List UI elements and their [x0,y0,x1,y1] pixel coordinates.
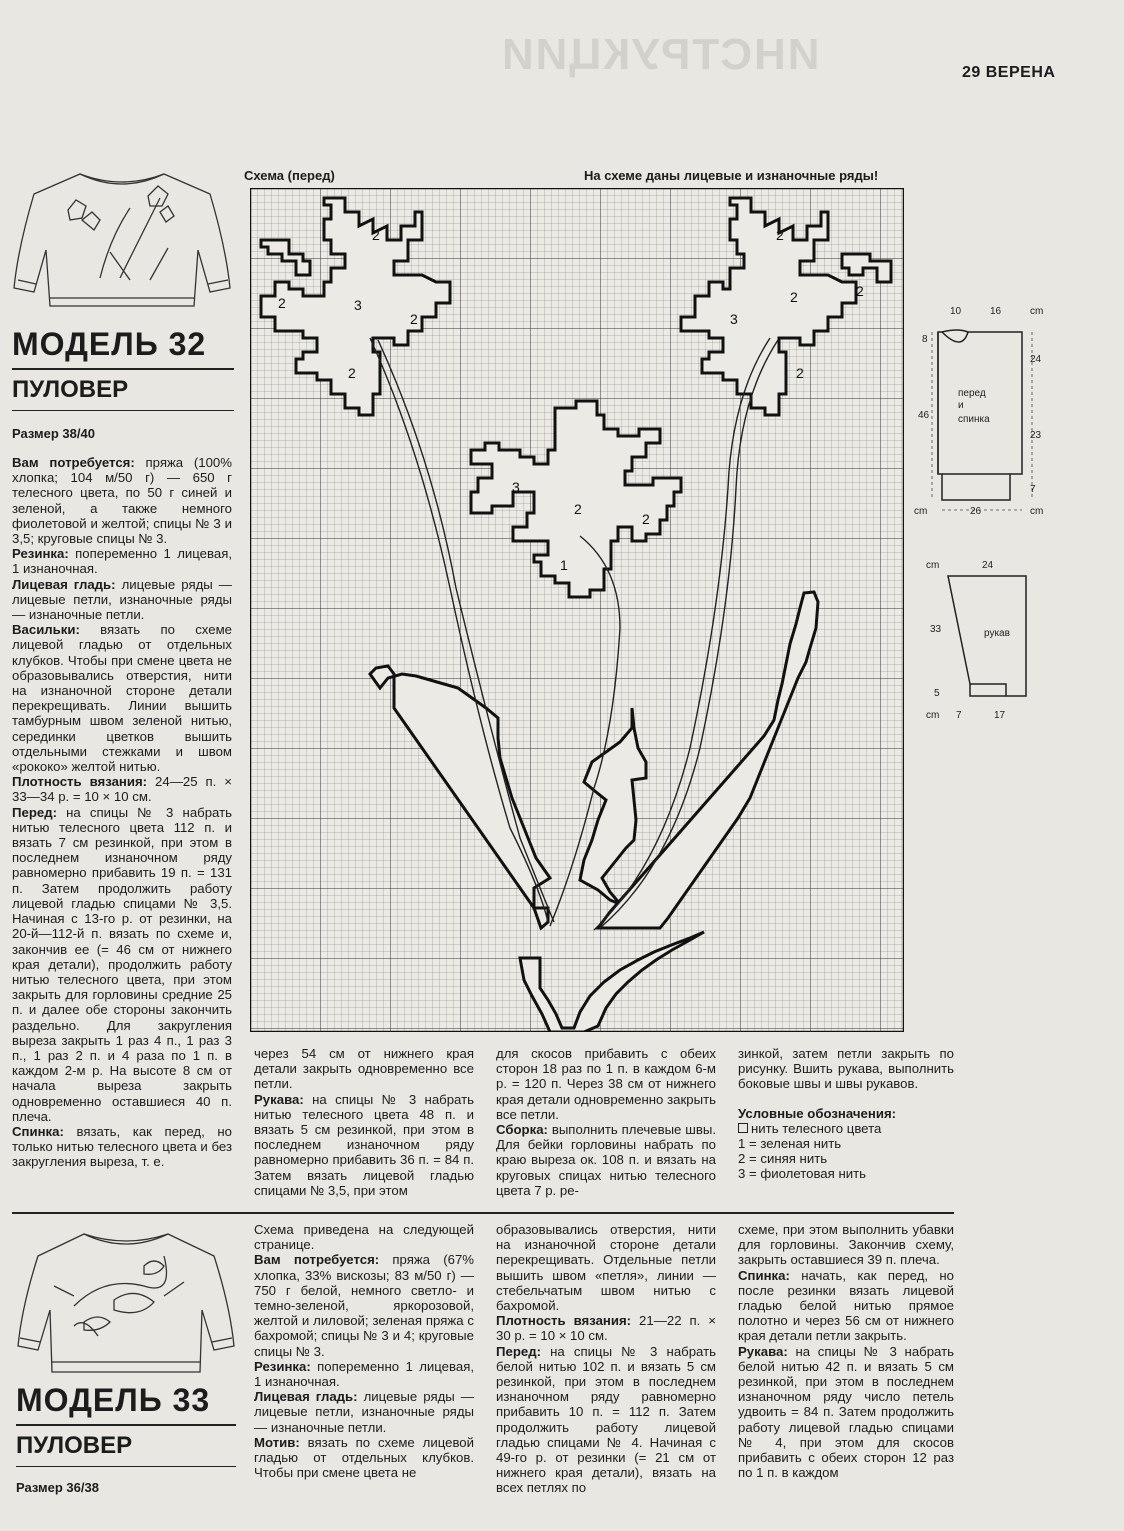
label-stockinette: Лицевая гладь: [12,576,116,592]
dim-26: 26 [970,506,982,517]
legend-item-0: нить телесного цвета [738,1121,954,1136]
dim-23: 23 [1030,430,1042,441]
model-33-size: Размер 36/38 [16,1480,99,1495]
empty-square-icon [738,1123,748,1133]
ghost-header-text: ИНСТРУКЦИИ [500,30,820,79]
text-materials: пряжа (100% хлопка; 104 м/50 г) — 650 г телесного цвета, по 50 г синей и зеленой, а также немного фиолетовой и желтой; спицы № 3 и 3,5; круговые спицы № 3. [12,455,232,547]
label-back: спинка [958,414,990,425]
paragraph-front [12,805,232,1124]
label-back: Спинка: [12,1123,64,1139]
paragraph-rib [12,546,232,576]
paragraph-33-stockinette: Лицевая гладь: лицевые ряды — лицевые петли, изнаночные ряды — изнаночные петли. [254,1389,474,1435]
chart-color-number: 1 [560,557,568,573]
label-assembly: Сборка: [496,1122,548,1138]
text-sleeves: на спицы № 3 набрать нитью телесного цвета 48 п. и вязать 5 см резинкой, при этом в последнем изнаночном ряду равномерно прибавить 36 п. = 84 п. Затем вязать лицевой гладью спицами № 3,5, при этом [254,1091,474,1198]
paragraph-33-front: Перед: на спицы № 3 набрать белой нитью 102 п. и вязать 5 см резинкой, при этом в последнем изнаночном ряду равномерно прибавить 10 п. = 112 п. Затем продолжить работу лицевой гладью спицами № 4. Начиная с 49-го р. от резинки (= 21 см от нижнего края детали), вязать на всех петлях по [496,1343,716,1496]
model-32-column-1 [12,455,232,1170]
label-and: и [958,400,964,411]
divider-33-top [16,1424,236,1426]
paragraph-33-sleeves: Рукава: на спицы № 3 набрать белой нитью 42 п. и вязать 5 см резинкой, при этом в последнем изнаночном ряду число петель удвоить = 84 п. Затем продолжить работу лицевой гладью спицами № 4, при этом для скосов прибавить с обеих сторон 12 раз по 1 п. в каждом [738,1343,954,1481]
model-33-column-2 [496,1222,716,1496]
dim-cm-top: cm [1030,306,1044,317]
dim-24: 24 [1030,354,1042,365]
paragraph-materials [12,455,232,546]
text-front: на спицы № 3 набрать нитью телесного цвета 112 п. и вязать 7 см резинкой, при этом в последнем изнаночном ряду равномерно прибавить 19 п. = 131 п. Затем продолжить работу лицевой гладью спицами № 3,5. Начиная с 13-го р. от резинки, на 20-й—112-й п. вязать по схеме и, закончив ее (= 46 см от нижнего края детали), продолжить работу нитью телесного цвета, при этом закрыть для горловины средние 25 п. и далее обе стороны закончить раздельно. Для закругления выреза закрыть 1 раз 4 п., 1 раз 3 п., 1 раз 2 п. и 4 раза по 1 п. в каждом 2-м р. На высоте 8 см от начала выреза закрыть одновременно оставшиеся 40 п. плеча. [12,804,232,1124]
paragraph-33-materials: Вам потребуется: пряжа (67% хлопка, 33% вискозы; 83 м/50 г) — 750 г белой, немного светло- и темно-зеленой, яркорозовой, желтой и лиловой; зеленая пряжа с бахромой; спицы № 3 и 4; круговые спицы № 3. [254,1252,474,1359]
magazine-name: ВЕРЕНА [985,64,1056,81]
label-sleeves: Рукава: [254,1091,304,1107]
schema-note: На схеме даны лицевые и изнаночные ряды! [584,168,879,183]
dim-10: 10 [950,306,962,317]
sleeve-cm-bottom: cm [926,710,940,721]
model-33-column-1 [254,1222,474,1480]
model-33-column-3 [738,1222,954,1480]
sleeve-5: 5 [934,688,940,699]
paragraph-33-front-cont: схеме, при этом выполнить убавки для горловины. Закончив схему, закрыть оставшиеся 39 п. плеча. [738,1222,954,1268]
model-32-column-3 [496,1046,716,1198]
legend-item-2: 2 = синяя нить [738,1151,828,1167]
divider-32-top [12,368,234,370]
dim-46: 46 [918,410,930,421]
paragraph-33-motif-cont: образовывались отверстия, нити на изнаночной стороне детали перекрещивать. Отдельные петли вышить швом «петля», линии — стебельчатым швом нитью с бахромой. [496,1222,716,1314]
chart-color-number: 2 [776,227,784,243]
paragraph-33-rib: Резинка: попеременно 1 лицевая, 1 изнаночная. [254,1358,474,1390]
sleeve-cm-top: cm [926,560,940,571]
legend-item-1: 1 = зеленая нить [738,1136,842,1152]
chart-color-number: 2 [790,289,798,305]
paragraph-33-back: Спинка: начать, как перед, но после резинки вязать лицевой гладью белой нитью прямое полотно и через 56 см от нижнего края детали петли закрыть. [738,1267,954,1344]
model-32-column-2 [254,1046,474,1198]
text-assembly: выполнить плечевые швы. Для бейки горловины набрать по краю выреза ок. 108 п. и вязать на круговых спицах нитью телесного цвета 7 р. ре- [496,1122,716,1198]
text-gauge: 24—25 п. × 33—34 р. = 10 × 10 см. [12,774,232,805]
label-cornflowers: Васильки: [12,622,80,638]
chart-color-number: 2 [796,365,804,381]
label-front: Перед: [12,804,57,820]
schema-title: Схема (перед) [244,168,335,183]
sleeve-24: 24 [982,560,994,571]
paragraph-cornflowers [12,622,232,774]
dim-cm-bottom-left: cm [914,506,928,517]
text-assembly-cont: зинкой, затем петли закрыть по рисунку. Вшить рукава, выполнить боковые швы и швы рукавов. [738,1046,954,1092]
paragraph-sleeves-cont [496,1046,716,1122]
chart-color-number: 2 [348,365,356,381]
label-rib: Резинка: [12,546,69,562]
sleeve-7: 7 [956,710,962,721]
label-gauge: Плотность вязания: [12,774,148,790]
page-header [962,64,1055,82]
sleeve-17: 17 [994,710,1006,721]
paragraph-stockinette [12,577,232,623]
chart-color-number: 2 [372,227,380,243]
sweater-sketch-33 [14,1226,239,1376]
body-schematic [912,302,1056,522]
paragraph-gauge [12,774,232,804]
text-back: вязать, как перед, но только нитью телесного цвета и без закругления выреза, т. е. [12,1123,232,1170]
paragraph-assembly [496,1122,716,1198]
sweater-sketch-32 [10,168,235,310]
model-32-column-4 [738,1046,954,1182]
model-33-title: МОДЕЛЬ 33 [16,1382,211,1418]
chart-color-number: 2 [856,283,864,299]
dim-cm-bottom-right: cm [1030,506,1044,517]
chart-color-number: 2 [278,295,286,311]
paragraph-33-scheme: Схема приведена на следующей странице. [254,1222,474,1253]
chart-color-number: 2 [574,501,582,517]
text-back-cont: через 54 см от нижнего края детали закрыть одновременно все петли. [254,1046,474,1092]
sleeve-schematic [922,556,1042,726]
label-materials: Вам потребуется: [12,455,135,470]
chart-color-number: 2 [642,511,650,527]
legend-title: Условные обозначения: [738,1105,897,1121]
text-stockinette: лицевые ряды — лицевые петли, изнаночные ряды — изнаночные петли. [12,576,232,623]
chart-color-number: 2 [410,311,418,327]
sleeve-label: рукав [984,628,1010,639]
model-32-size: Размер 38/40 [12,426,95,441]
sleeve-33: 33 [930,624,942,635]
chart-color-number: 3 [730,311,738,327]
text-sleeves-cont: для скосов прибавить с обеих сторон 18 раз по 1 п. в каждом 6-м р. = 120 п. Через 38 см от нижнего края детали одновременно закрыть все петли. [496,1046,716,1122]
text-rib: попеременно 1 лицевая, 1 изнаночная. [12,546,232,577]
paragraph-sleeves [254,1092,474,1198]
chart-color-number: 3 [512,479,520,495]
divider-32-bottom [12,410,234,411]
paragraph-assembly-cont [738,1046,954,1092]
paragraph-33-motif: Мотив: вязать по схеме лицевой гладью от отдельных клубков. Чтобы при смене цвета не [254,1434,474,1481]
divider-33-bottom [16,1466,236,1467]
legend-item-3: 3 = фиолетовая нить [738,1166,866,1182]
page-number: 29 [962,64,981,81]
section-divider [12,1212,954,1214]
dim-8: 8 [922,334,928,345]
text-cornflowers: вязать по схеме лицевой гладью от отдельных клубков. Чтобы при смене цвета не образовывались отверстия, нити на изнаночной стороне детали перекрещивать. Линии вышить тамбурным швом зеленой нитью, серединки цветков вышить отдельными стежками и швом «рококо» желтой нитью. [12,622,232,775]
label-front: перед [958,388,986,399]
dim-16: 16 [990,306,1002,317]
paragraph-33-gauge: Плотность вязания: 21—22 п. × 30 р. = 10 × 10 см. [496,1313,716,1344]
model-33-subtitle: ПУЛОВЕР [16,1432,133,1459]
paragraph-back [12,1124,232,1170]
model-32-subtitle: ПУЛОВЕР [12,376,129,403]
chart-color-number: 3 [354,297,362,313]
knitting-chart [250,188,904,1032]
dim-7: 7 [1030,484,1036,495]
model-32-title: МОДЕЛЬ 32 [12,326,207,362]
paragraph-back-cont [254,1046,474,1092]
